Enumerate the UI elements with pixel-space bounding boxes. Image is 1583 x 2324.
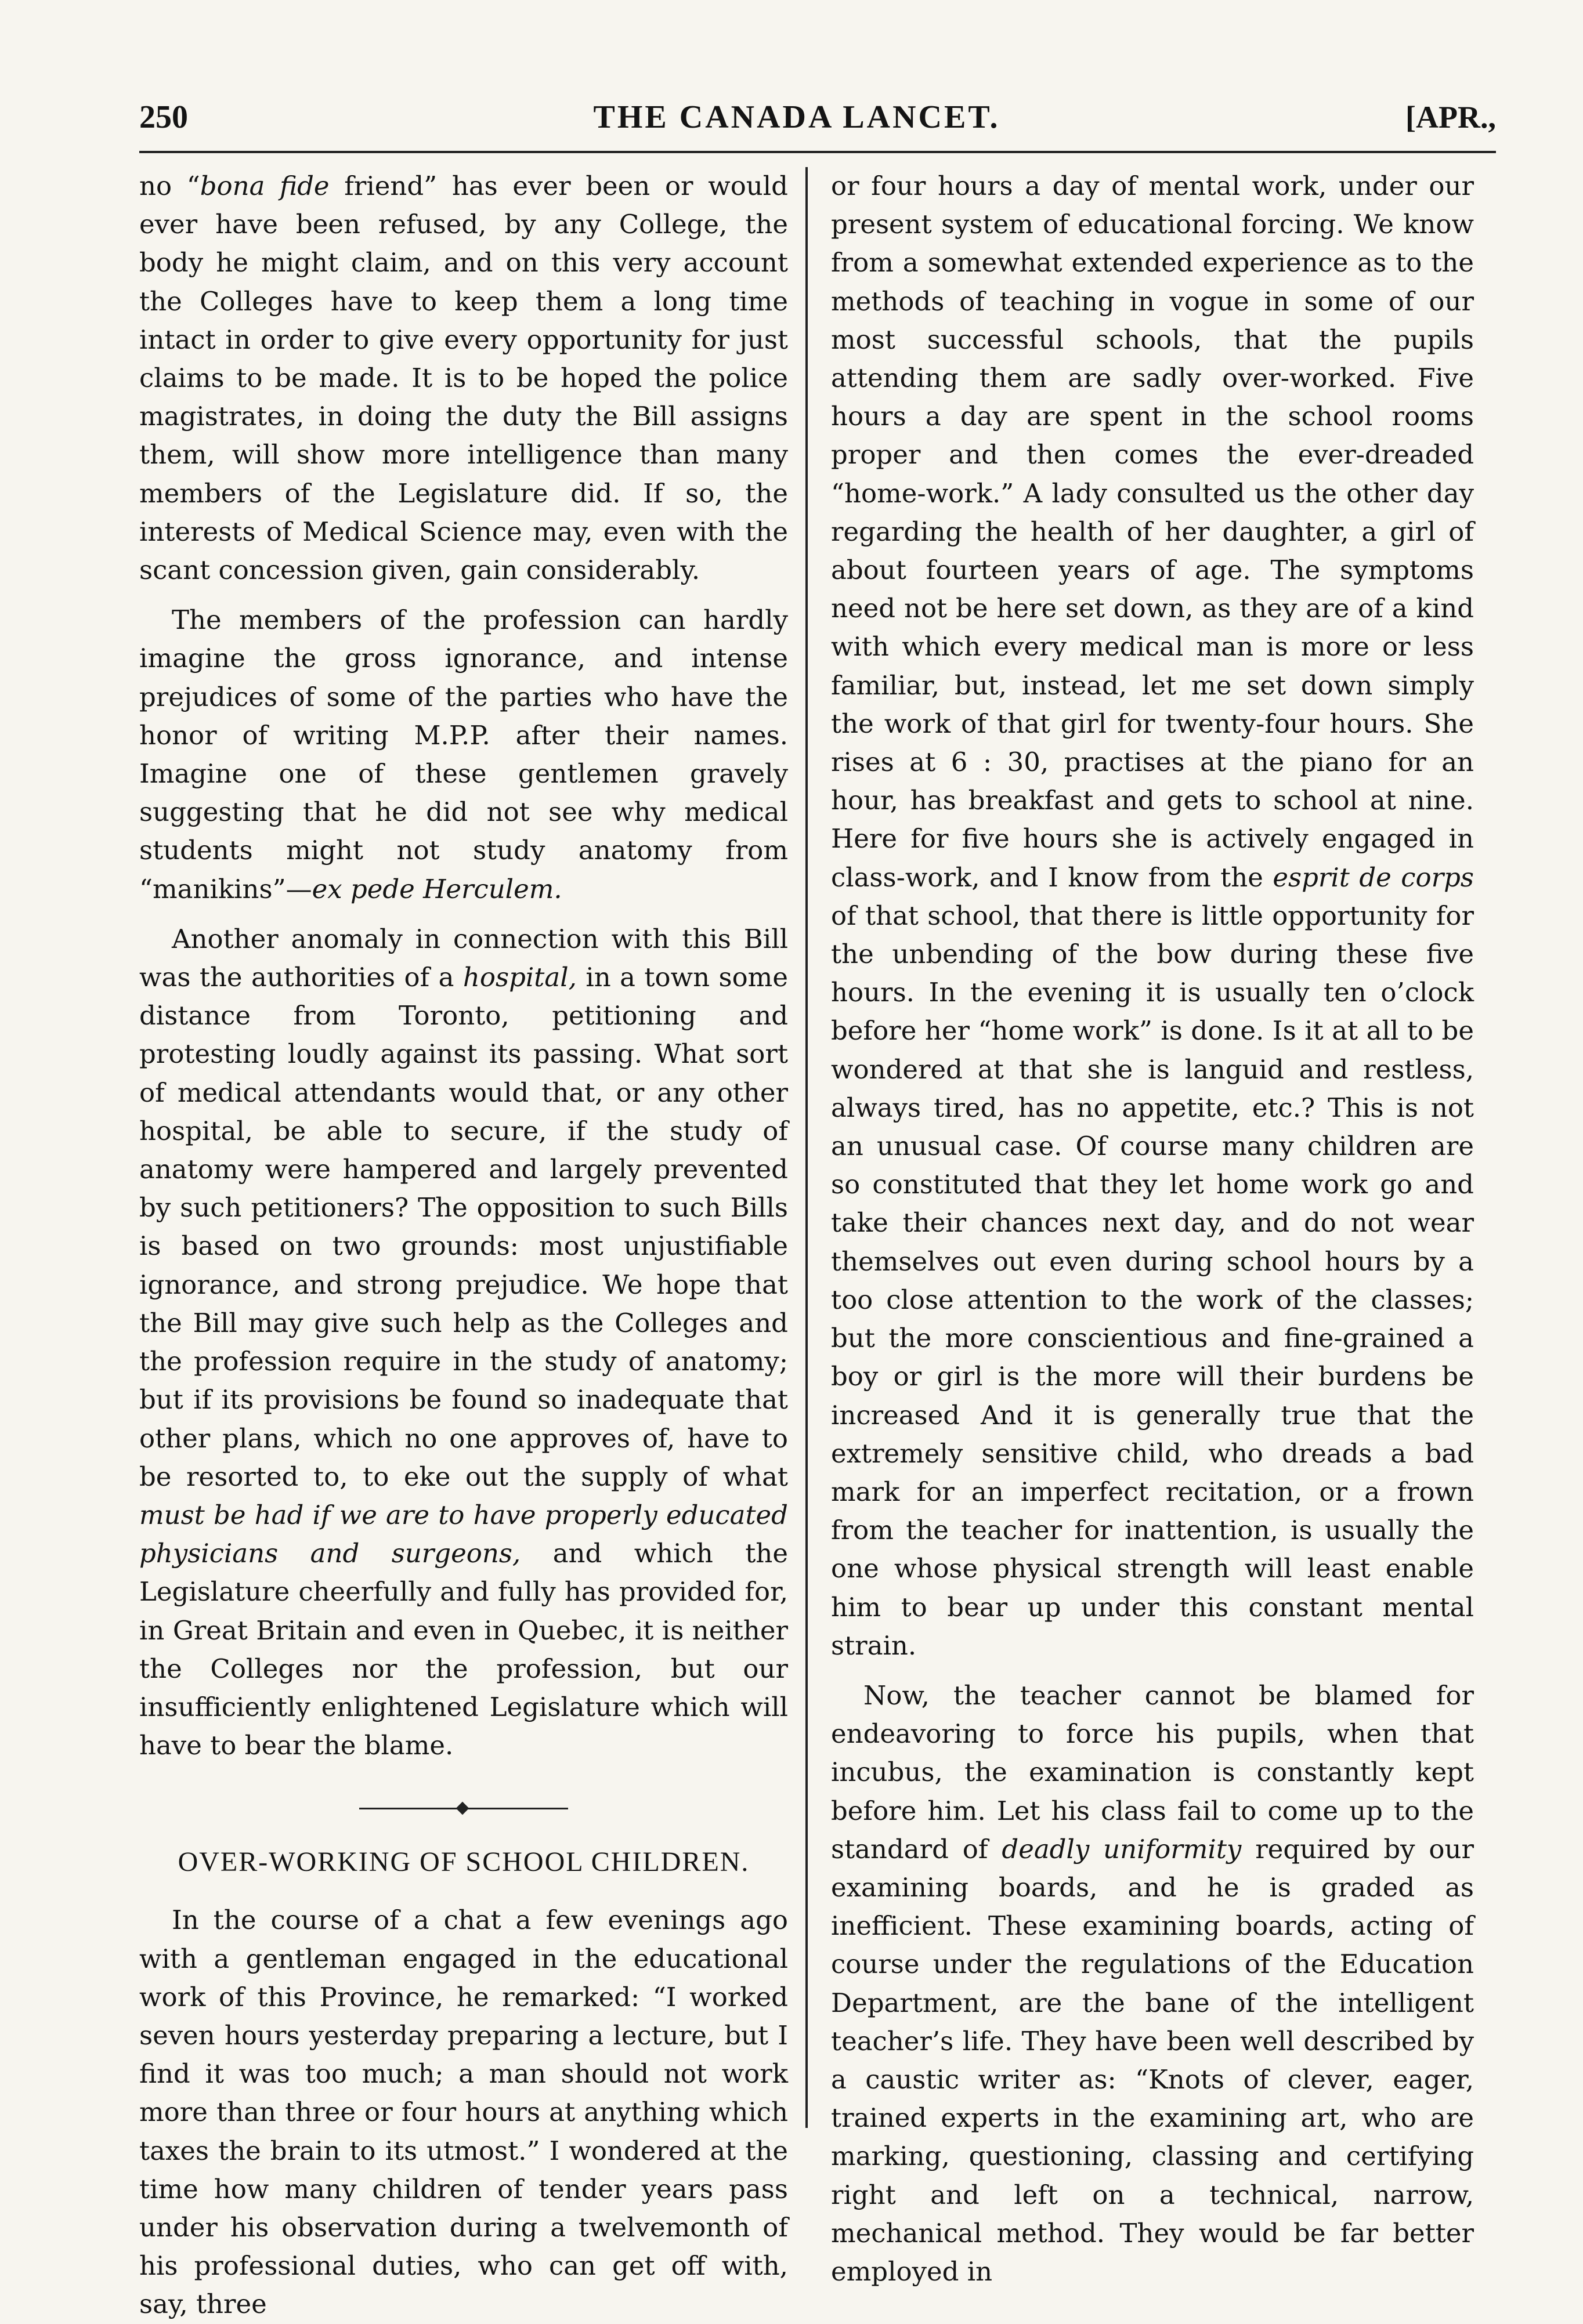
page-header: [139, 99, 1496, 153]
italic-phrase: must be had if we are to have properly educated physicians and surgeons,: [139, 1499, 788, 1569]
page-number: 250: [139, 99, 188, 135]
section-divider: [139, 1788, 788, 1829]
italic-phrase: deadly uniformity: [1002, 1833, 1242, 1865]
text-run: Another anomaly in connection with this Bill was the authorities of a: [139, 923, 788, 993]
text-columns: [139, 167, 1496, 2320]
paragraph: [831, 1677, 1474, 2291]
divider-ornament-icon: [456, 1802, 469, 1815]
paragraph: [139, 601, 788, 908]
paragraph: [831, 167, 1474, 1665]
divider-line: [359, 1808, 568, 1809]
paragraph: In the course of a chat a few evenings ago with a gentleman engaged in the educational work of this Province, he remarked: “I worked seven hours yesterday preparing a lecture, but I find it was too much; a man should not work more than three or four hours at anything which taxes the brain to its utmost.” I wondered at the time how many children of tender years pass under his observation during a twelvemonth of his professional duties, who can get off with, say, three: [139, 1905, 788, 2320]
left-column: [139, 167, 805, 2320]
text-run: Now, the teacher cannot be blamed for endeavoring to force his pupils, when that incubus, the examination is constantly kept before him. Let his class fail to come up to the standard of: [831, 1679, 1474, 1865]
text-run: or four hours a day of mental work, under our present system of educational forcing. We know from a somewhat extended experience as to the methods of teaching in vogue in some of our most successful schools, that the pupils attending them are sadly over-worked. Five hours a day are spent in the school rooms proper and then comes the ever-dreaded “home-work.” A lady consulted us the other day regarding the health of her daughter, a girl of about fourteen years of age. The symptoms need not be here set down, as they are of a kind with which every medical man is more or less familiar, but, instead, let me set down simply the work of that girl for twenty-four hours. She rises at 6 : 30, practises at the piano for an hour, has breakfast and gets to school at nine. Here for five hours she is actively engaged in class-work, and I know from the: [831, 171, 1474, 893]
italic-phrase: esprit de corps: [1273, 861, 1474, 893]
right-column: [808, 167, 1474, 2287]
text-run: The members of the profession can hardly imagine the gross ignorance, and intense prejudices of some of the parties who have the honor of writing M.P.P. after their names. Imagine one of these gentlemen gravely suggesting that he did not see why medical students might not study anatomy from “manikins”—: [139, 604, 788, 904]
italic-phrase: ex pede Herculem.: [312, 873, 562, 904]
italic-phrase: hospital,: [462, 962, 577, 993]
text-run: of that school, that there is little opportunity for the unbending of the bow during these five hours. In the evening it is usually ten o’clock before her “home work” is done. Is it at all to be wondered at that she is languid and restless, always tired, has no appetite, etc.? This is not an unusual case. Of course many children are so constituted that they let home work go and take their chances next day, and do not wear themselves out even during school hours by a too close attention to the work of the classes; but the more conscientious and fine-grained a boy or girl is the more will their burdens be increased And it is generally true that the extremely sensitive child, who dreads a bad mark for an imperfect recitation, or a frown from the teacher for inattention, is usually the one whose physical strength will least enable him to bear up under this constant mental strain.: [831, 900, 1474, 1661]
running-title: THE CANADA LANCET.: [593, 99, 1000, 135]
paragraph: [139, 920, 788, 1765]
section-heading: OVER-WORKING OF SCHOOL CHILDREN.: [178, 1847, 750, 1878]
issue-month: [APR.,: [1405, 100, 1496, 135]
text-run: no “: [139, 171, 200, 201]
italic-phrase: bona fide: [200, 171, 330, 201]
text-run: in a town some distance from Toronto, petitioning and protesting loudly against its passing. What sort of medical attendants would that, or any other hospital, be able to secure, if the study of anatomy were hampered and largely prevented by such petitioners? The opposition to such Bills is based on two grounds: most unjustifiable ignorance, and strong prejudice. We hope that the Bill may give such help as the Colleges and the profession require in the study of anatomy; but if its provisions be found so inadequate that other plans, which no one approves of, have to be resorted to, to eke out the supply of what: [139, 962, 788, 1492]
text-run: and which the Legislature cheerfully and fully has provided for, in Great Britain and even in Quebec, it is neither the Colleges nor the profession, but our insufficiently enlightened Legislature which will have to bear the blame.: [139, 1538, 788, 1761]
paragraph: [139, 167, 788, 589]
text-run: friend” has ever been or would ever have been refused, by any College, the body he might claim, and on this very account the Colleges have to keep them a long time intact in order to give every opportunity for just claims to be made. It is to be hoped the police magistrates, in doing the duty the Bill assigns them, will show more intelligence than many members of the Legislature did. If so, the interests of Medical Science may, even with the scant concession given, gain considerably.: [139, 171, 788, 586]
text-run: required by our examining boards, and he is graded as inefficient. These examining boards, acting of course under the regulations of the Education Department, are the bane of the intelligent teacher’s life. They have been well described by a caustic writer as: “Knots of clever, eager, trained experts in the examining art, who are marking, questioning, classing and certifying right and left on a technical, narrow, mechanical method. They would be far better employed in: [831, 1833, 1474, 2287]
